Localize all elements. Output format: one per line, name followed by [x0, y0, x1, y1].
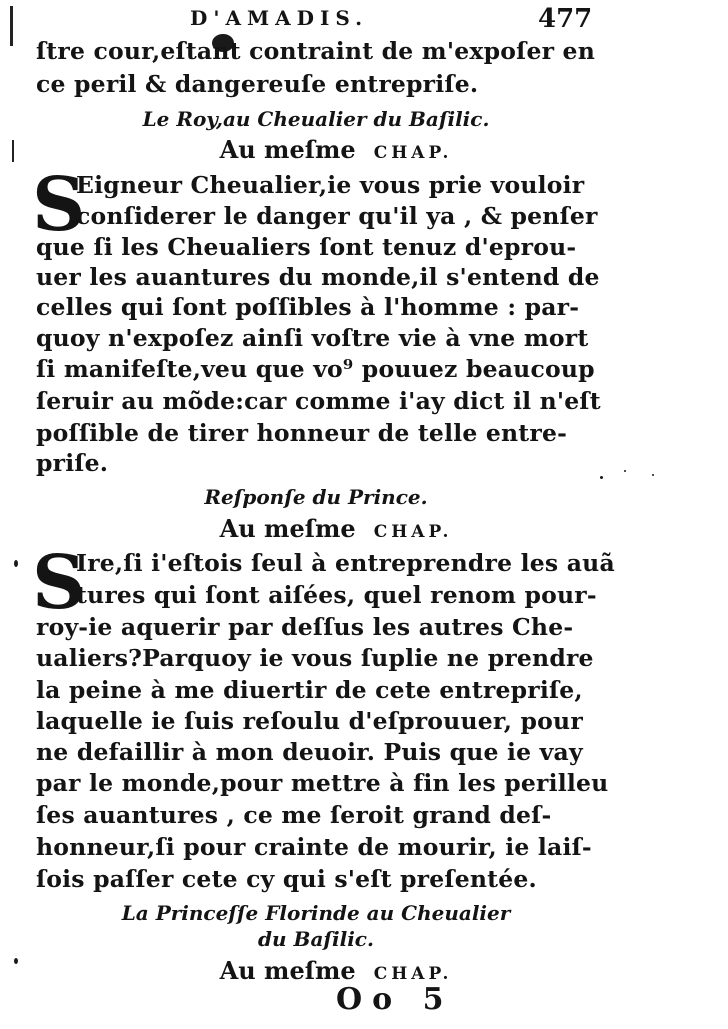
drop-cap: S	[32, 540, 86, 626]
subheading-text: Au meſme	[219, 956, 356, 985]
text-line: Ire,ſi i'eſtois ſeul à entreprendre les auã	[76, 549, 615, 577]
text-line: par le monde,pour mettre à fin les perilleu	[36, 769, 609, 797]
binding-edge-mark	[10, 6, 13, 46]
text-line: ſois paſſer cete cy qui s'eſt preſentée.	[36, 865, 537, 893]
text-line: laquelle ie ſuis reſoulu d'eſprouuer, pour	[36, 707, 583, 735]
subheading-text: Au meſme	[219, 135, 356, 164]
chap-label: CHAP.	[373, 964, 453, 984]
text-line: celles qui ſont poſſibles à l'homme : par-	[36, 293, 580, 321]
page-number: 477	[538, 4, 593, 34]
text-line: la peine à me diuertir de cete entrepriſe,	[36, 676, 583, 704]
section-heading: Reſponſe du Prince.	[204, 485, 428, 509]
text-line: roy-ie aquerir par deſſus les autres Che-	[36, 613, 574, 641]
drop-cap: S	[32, 162, 86, 248]
paper-speck	[600, 476, 603, 479]
paper-speck	[14, 958, 18, 964]
paper-speck	[14, 560, 18, 567]
text-line: Eigneur Cheualier,ie vous prie vouloir	[76, 171, 585, 199]
subheading-text: Au meſme	[219, 514, 356, 543]
text-line: conſiderer le danger qu'il ya , & penſer	[76, 202, 598, 230]
text-line: ualiers?Parquoy ie vous ſuplie ne prendre	[36, 644, 594, 672]
text-line: ſi manifeſte,veu que vo⁹ pouuez beaucoup	[36, 355, 595, 383]
text-line: tures qui ſont aiſées, quel renom pour-	[76, 581, 597, 609]
signature-mark: Oo 5	[336, 982, 454, 1017]
section-heading: du Baſilic.	[258, 927, 374, 951]
text-line: uer les auantures du monde,il s'entend de	[36, 263, 600, 291]
text-line: ſes auantures , ce me ſeroit grand deſ-	[36, 801, 552, 829]
section-heading: Le Roy,au Cheualier du Baſilic.	[142, 107, 490, 131]
text-line: ſtre cour,eſtant contraint de m'expoſer en	[36, 37, 595, 65]
text-line: quoy n'expoſez ainſi voſtre vie à vne mort	[36, 324, 589, 352]
text-line: honneur,ſi pour crainte de mourir, ie laiſ-	[36, 833, 592, 861]
text-line: priſe.	[36, 449, 109, 477]
text-line: ſeruir au mõde:car comme i'ay dict il n'eſt	[36, 387, 601, 415]
page-header	[0, 2, 728, 36]
running-title: D'AMADIS.	[190, 6, 369, 30]
section-heading: La Princeſſe Florinde au Cheualier	[121, 901, 511, 925]
binding-edge-mark	[12, 140, 14, 162]
chap-label: CHAP.	[373, 143, 453, 163]
text-line: que ſi les Cheualiers ſont tenuz d'eprou-	[36, 233, 577, 261]
section-subheading	[36, 135, 636, 164]
text-line: ce peril & dangereuſe entrepriſe.	[36, 70, 479, 98]
section-subheading	[36, 514, 636, 543]
text-line: ne defaillir à mon deuoir. Puis que ie vay	[36, 738, 583, 766]
paper-speck	[624, 470, 626, 472]
section-subheading	[36, 956, 636, 985]
paper-speck	[652, 474, 654, 476]
chap-label: CHAP.	[373, 522, 453, 542]
text-line: poſſible de tirer honneur de telle entre-	[36, 419, 568, 447]
